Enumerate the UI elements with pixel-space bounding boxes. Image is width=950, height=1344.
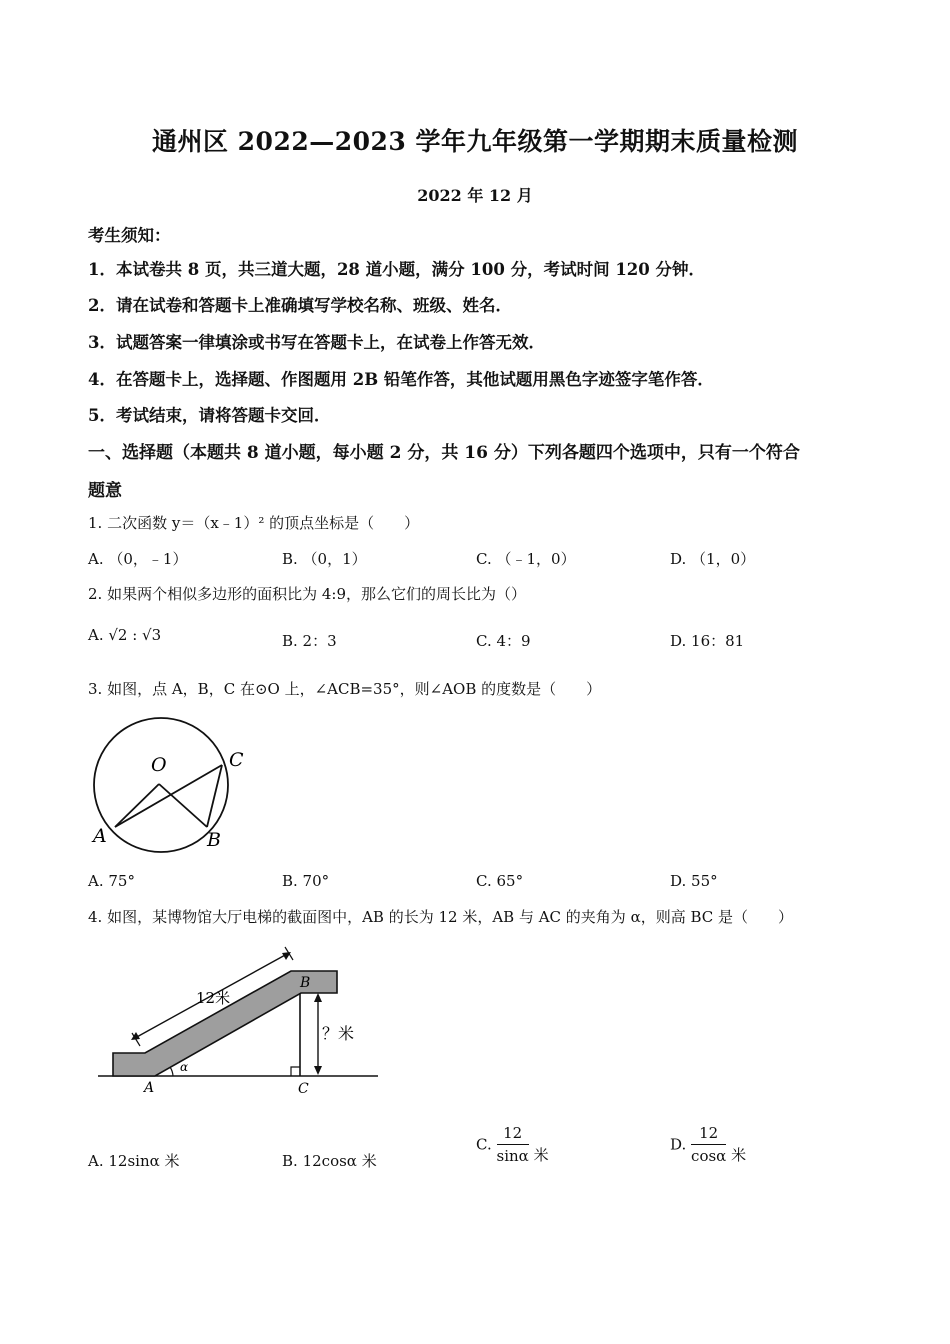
notice-item-5: 5．考试结束，请将答题卡交回． xyxy=(88,406,331,425)
question-2-option-a: A. √2 : √3 xyxy=(88,626,162,644)
right-angle-mark xyxy=(291,1067,300,1076)
height-arrow-head-bottom xyxy=(314,1066,322,1075)
option-a-letter: A. xyxy=(88,1152,104,1170)
option-c-fraction xyxy=(497,1124,529,1165)
escalator-figure xyxy=(95,940,385,1100)
option-b-letter: B. xyxy=(282,1152,298,1170)
section-heading-line2: 题意 xyxy=(88,481,122,501)
question-3-option-b: B. 70° xyxy=(282,872,330,890)
question-3-option-a: A. 75° xyxy=(88,872,135,890)
question-1-option-b: B. （0，1） xyxy=(282,550,367,568)
option-d-unit: 米 xyxy=(731,1146,747,1164)
segment-ac xyxy=(115,765,222,827)
section-heading-line1: 一、选择题（本题共 8 道小题，每小题 2 分，共 16 分）下列各题四个选项中，只有一个符合 xyxy=(88,443,800,463)
question-2-stem: 2. 如果两个相似多边形的面积比为 4:9，那么它们的周长比为（） xyxy=(88,585,526,603)
notice-item-4: 4．在答题卡上，选择题、作图题用 2B 铅笔作答，其他试题用黑色字迹签字笔作答． xyxy=(88,370,714,389)
label-alpha: α xyxy=(180,1060,189,1074)
notice-heading: 考生须知： xyxy=(88,226,171,245)
label-a: A xyxy=(93,825,107,847)
label-a: A xyxy=(144,1080,155,1096)
question-3-option-c: C. 65° xyxy=(476,872,524,890)
exam-title: 通州区 2022—2023 学年九年级第一学期期末质量检测 xyxy=(151,127,799,156)
question-1-stem: 1. 二次函数 y＝（x﹣1）² 的顶点坐标是（ ） xyxy=(88,514,420,532)
notice-item-3: 3．试题答案一律填涂或书写在答题卡上，在试卷上作答无效． xyxy=(88,333,545,352)
option-d-numerator: 12 xyxy=(691,1124,726,1145)
notice-item-2: 2．请在试卷和答题卡上准确填写学校名称、班级、姓名． xyxy=(88,296,512,315)
segment-ob xyxy=(159,784,207,827)
label-height: ？米 xyxy=(322,1024,355,1043)
label-b: B xyxy=(300,975,311,991)
label-b: B xyxy=(207,829,221,851)
question-1-option-a: A. （0，﹣1） xyxy=(88,550,188,568)
question-2-option-b: B. 2：3 xyxy=(282,632,337,650)
option-c-letter: C. xyxy=(476,1135,492,1154)
question-3-stem: 3. 如图，点 A，B，C 在⊙O 上，∠ACB=35°，则∠AOB 的度数是（ ） xyxy=(88,680,602,698)
question-1-option-d: D. （1，0） xyxy=(670,550,756,568)
angle-arc xyxy=(170,1067,173,1076)
exam-date: 2022 年 12 月 xyxy=(417,186,533,205)
label-length: 12米 xyxy=(196,989,231,1007)
question-4-option-c xyxy=(476,1124,549,1165)
label-c: C xyxy=(229,749,244,771)
option-c-numerator: 12 xyxy=(497,1124,529,1145)
notice-item-1: 1．本试卷共 8 页，共三道大题，28 道小题，满分 100 分，考试时间 120 分钟． xyxy=(88,260,706,279)
question-3-option-d: D. 55° xyxy=(670,872,718,890)
height-arrow-head-top xyxy=(314,993,322,1002)
question-2-option-d: D. 16：81 xyxy=(670,632,745,650)
question-4-option-a xyxy=(88,1150,180,1171)
label-c: C xyxy=(298,1081,309,1097)
option-a-expr: 12sinα 米 xyxy=(108,1152,180,1170)
question-4-option-d xyxy=(670,1124,746,1165)
option-c-unit: 米 xyxy=(533,1146,549,1164)
option-d-letter: D. xyxy=(670,1135,687,1154)
option-c-denominator: sinα xyxy=(496,1147,529,1165)
question-1-option-c: C. （﹣1，0） xyxy=(476,550,576,568)
label-o: O xyxy=(151,754,167,776)
option-d-denominator: cosα xyxy=(691,1147,727,1165)
option-d-fraction xyxy=(691,1124,726,1165)
option-b-expr: 12cosα 米 xyxy=(302,1152,377,1170)
circle-figure xyxy=(85,705,255,865)
question-4-option-b xyxy=(282,1150,377,1171)
question-2-option-c: C. 4：9 xyxy=(476,632,531,650)
question-4-stem: 4. 如图，某博物馆大厅电梯的截面图中，AB 的长为 12 米，AB 与 AC 的夹角为 α，则高 BC 是（ ） xyxy=(88,908,794,926)
